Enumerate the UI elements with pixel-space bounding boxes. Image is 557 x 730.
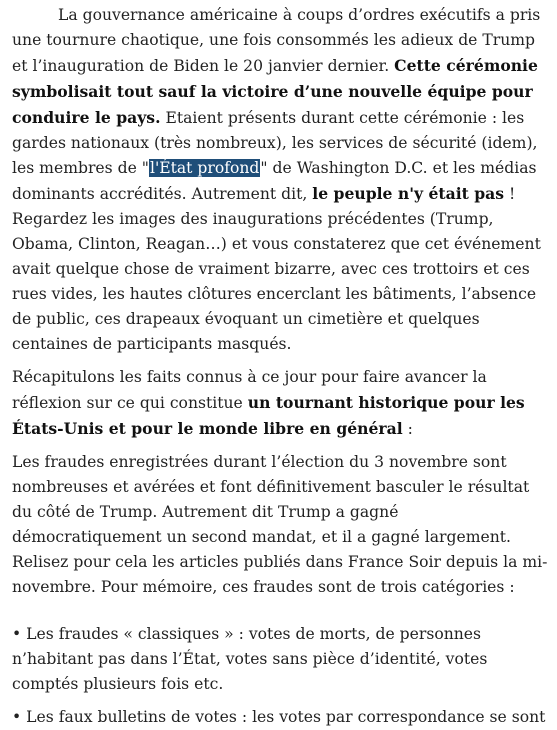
list-item: • Les faux bulletins de votes : les votes par correspondance se sont xyxy=(12,708,546,726)
recap-bold-turning-point: un tournant historique pour les États-Unis et pour le monde libre en général xyxy=(12,393,525,438)
intro-text-4: ! Regardez les images des inaugurations précédentes (Trump, Obama, Clinton, Reagan…) et vous constaterez que cet événement avait quelque chose de vraiment bizarre, avec ces trottoirs et ces rues vides, les hautes clôtures encerclant les bâtiments, l’absence de public, ces drapeaux évoquant un cimetière et quelques centaines de participants masqués. xyxy=(12,185,541,353)
intro-text-2: Etaient présents durant cette cérémonie : les gardes nationaux (très nombreux), les services de sécurité (idem), les membres de " xyxy=(12,109,538,177)
selected-text-highlight[interactable]: l'État profond xyxy=(149,159,260,177)
list-item: • Les fraudes « classiques » : votes de morts, de personnes n’habitant pas dans l’État, votes sans pièce d’identité, votes comptés plusieurs fois etc. xyxy=(12,625,488,693)
intro-bold-ceremony: Cette cérémonie symbolisait tout sauf la victoire d’une nouvelle équipe pour conduire le pays. xyxy=(12,56,538,127)
intro-bold-people: le peuple n'y était pas xyxy=(312,184,505,203)
recap-text-2: : xyxy=(402,420,413,438)
intro-text-3: " de Washington D.C. et les médias dominants accrédités. Autrement dit, xyxy=(12,159,537,203)
paragraph-recap xyxy=(12,365,552,442)
recap-text-1: Récapitulons les faits connus à ce jour pour faire avancer la réflexion sur ce qui constitue xyxy=(12,368,487,412)
paragraph-intro xyxy=(12,3,552,357)
intro-text-1: La gouvernance américaine à coups d’ordres exécutifs a pris une tournure chaotique, une fois consommés les adieux de Trump et l’inauguration de Biden le 20 janvier dernier. xyxy=(12,6,541,75)
fraud-list xyxy=(12,622,552,730)
paragraph-frauds: Les fraudes enregistrées durant l’élection du 3 novembre sont nombreuses et avérées et font définitivement basculer le résultat du côté de Trump. Autrement dit Trump a gagné démocratiquement un second mandat, et il a gagné largement. Relisez pour cela les articles publiés dans France Soir depuis la mi-novembre. Pour mémoire, ces fraudes sont de trois catégories : xyxy=(12,453,548,596)
article-body xyxy=(12,0,552,730)
